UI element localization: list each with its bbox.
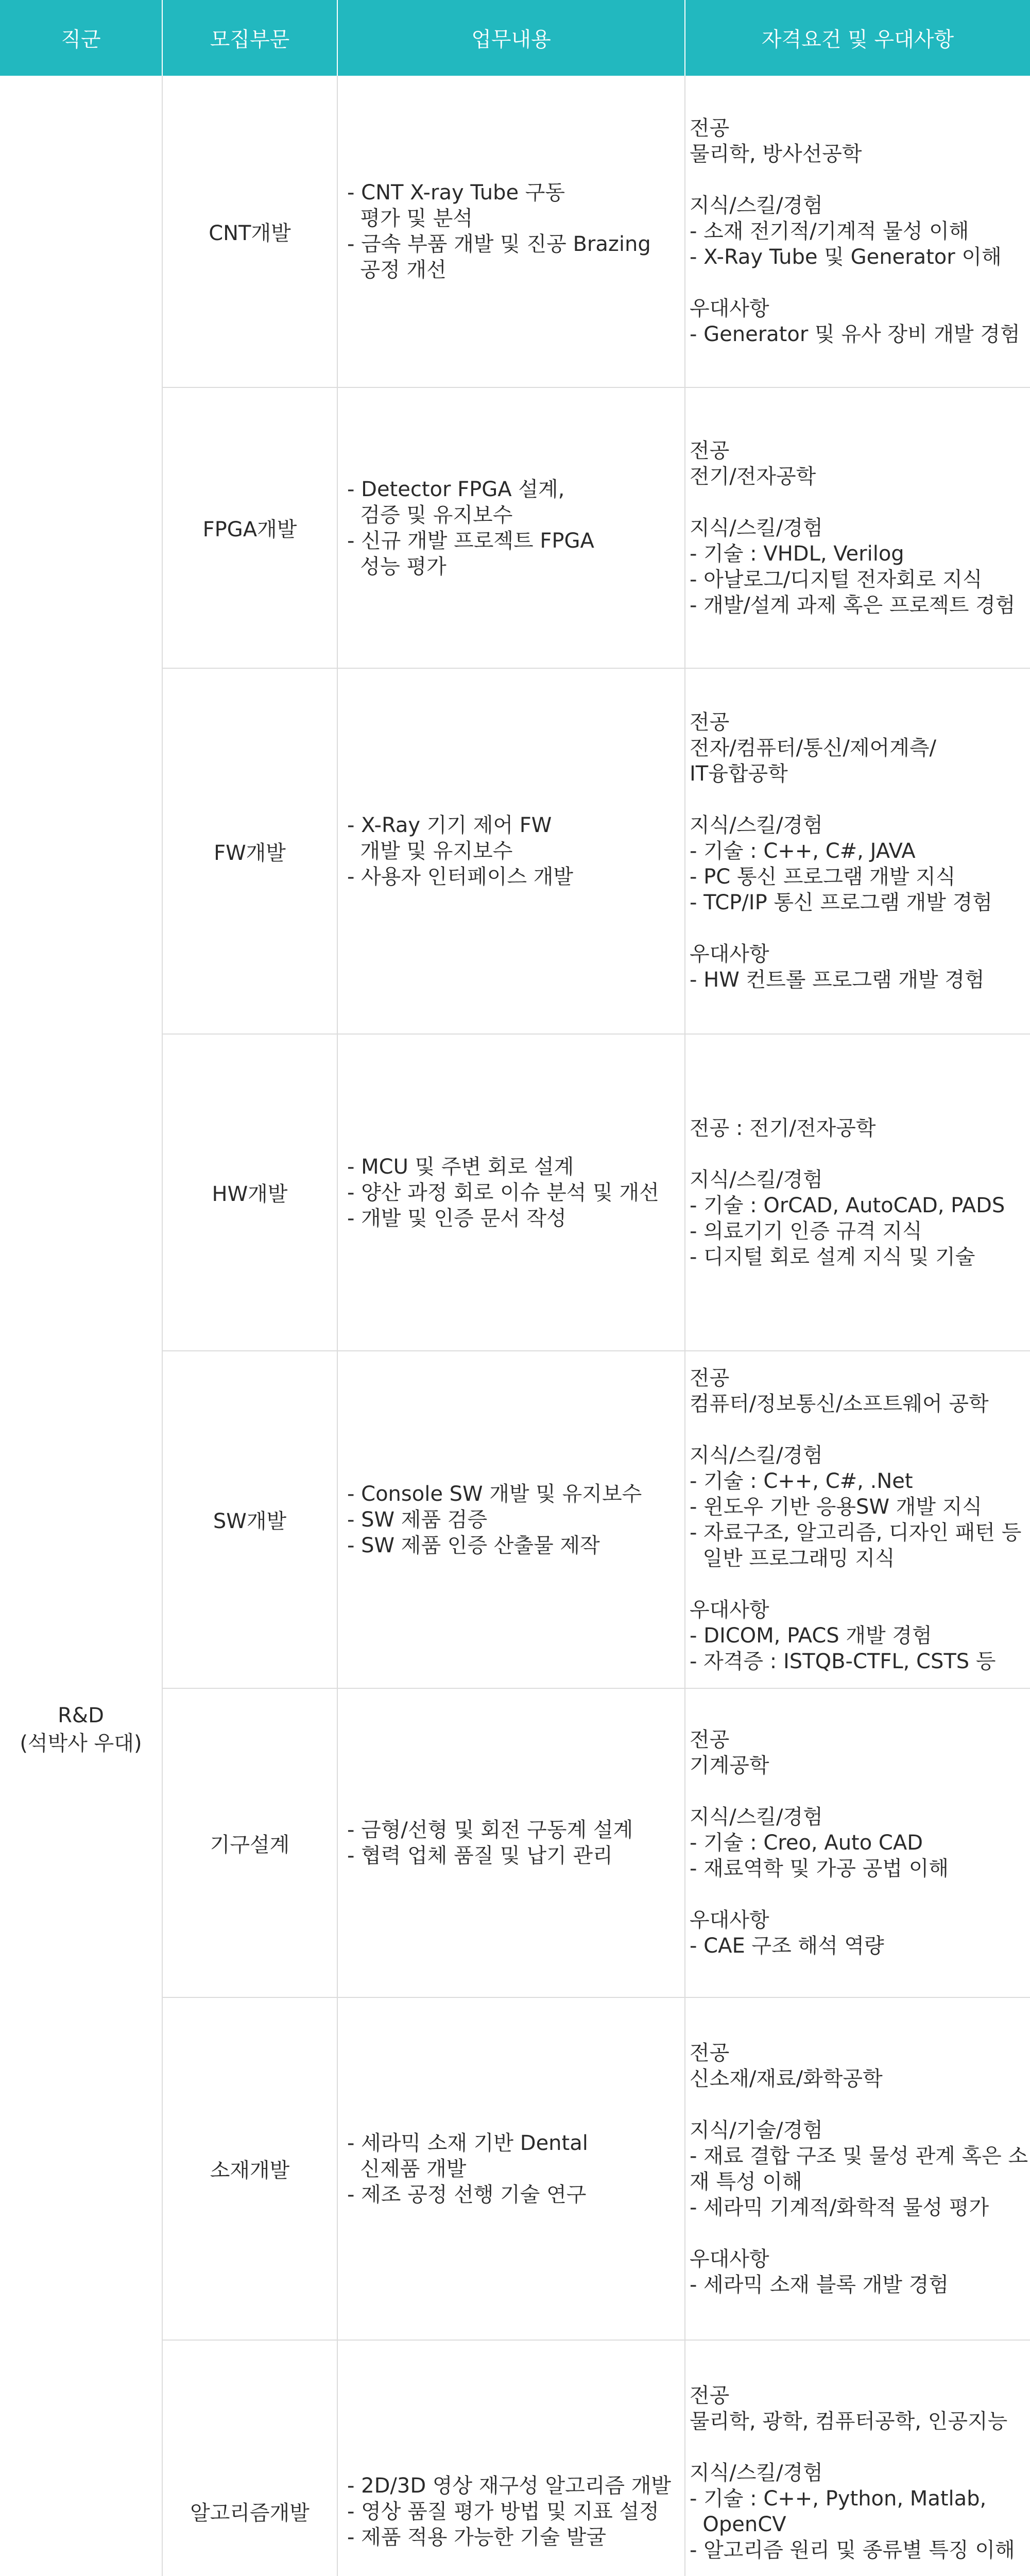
table-header-row [0, 0, 1030, 76]
qualification-line: - 소재 전기적/기계적 물성 이해 [690, 219, 969, 243]
qualification-line: - 자격증 : ISTQB-CTFL, CSTS 등 [690, 1649, 996, 1673]
duty-line: - X-Ray 기기 제어 FW [347, 814, 552, 837]
qualification-line: 물리학, 광학, 컴퓨터공학, 인공지능 [690, 2409, 1008, 2433]
duty-line: - 사용자 인터페이스 개발 [347, 865, 573, 889]
qualifications-cell [685, 1688, 1030, 1997]
qualifications-cell [685, 387, 1030, 668]
qualification-line: - 의료기기 인증 규격 지식 [690, 1219, 922, 1243]
qualification-line: 지식/스킬/경험 [690, 814, 823, 837]
qualification-line: - TCP/IP 통신 프로그램 개발 경험 [690, 891, 992, 914]
qualification-line: - 기술 : OrCAD, AutoCAD, PADS [690, 1193, 1005, 1217]
qualification-line: - 세라믹 소재 블록 개발 경험 [690, 2273, 949, 2297]
header-duties: 업무내용 [337, 0, 685, 76]
qualification-line: - DICOM, PACS 개발 경험 [690, 1623, 932, 1648]
department-name: FPGA개발 [162, 387, 337, 668]
duties-cell [337, 1688, 685, 1997]
header-qualifications: 자격요건 및 우대사항 [685, 0, 1030, 76]
qualification-line: - 기술 : C++, C#, .Net [690, 1469, 913, 1493]
duty-line: - SW 제품 인증 산출물 제작 [347, 1533, 600, 1557]
qualifications-cell [685, 1997, 1030, 2340]
spacer [690, 2221, 1027, 2246]
qualification-line: 컴퓨터/정보통신/소프트웨어 공학 [690, 1392, 989, 1416]
spacer [690, 2092, 1027, 2117]
table-row [0, 76, 1030, 387]
duty-line: 개발 및 유지보수 [347, 839, 513, 863]
duty-line: - 양산 과정 회로 이슈 분석 및 개선 [347, 1180, 659, 1205]
department-name: HW개발 [162, 1034, 337, 1351]
qualifications-cell [685, 2340, 1030, 2576]
qualification-line: OpenCV [690, 2512, 786, 2536]
qualification-line: 지식/스킬/경험 [690, 516, 823, 540]
qualification-line: 전공 [690, 2383, 730, 2408]
qualification-line: - 윈도우 기반 응용SW 개발 지식 [690, 1495, 982, 1519]
qualification-line: 전자/컴퓨터/통신/제어계측/ [690, 736, 936, 760]
qualification-line: - 알고리즘 원리 및 종류별 특징 이해 [690, 2538, 1015, 2562]
duty-line: 검증 및 유지보수 [347, 503, 513, 527]
qualification-line: 물리학, 방사선공학 [690, 142, 862, 166]
duties-cell [337, 2340, 685, 2576]
qualification-line: 지식/스킬/경험 [690, 1167, 823, 1192]
qualification-line: - Generator 및 유사 장비 개발 경험 [690, 323, 1020, 346]
qualification-line: 전공 : 전기/전자공학 [690, 1116, 876, 1140]
qualification-line: - CAE 구조 해석 역량 [690, 1934, 884, 1958]
duty-line: - 제조 공정 선행 기술 연구 [347, 2182, 587, 2207]
duty-line: 성능 평가 [347, 554, 447, 579]
duty-line: - 영상 품질 평가 방법 및 지표 설정 [347, 2499, 659, 2523]
duty-line: - 금형/선형 및 회전 구동계 설계 [347, 1818, 633, 1842]
qualification-line: 일반 프로그래밍 지식 [690, 1546, 895, 1570]
spacer [690, 167, 1027, 193]
spacer [690, 270, 1027, 296]
duty-line: - 신규 개발 프로젝트 FPGA [347, 529, 594, 553]
qualification-line: - 아날로그/디지털 전자회로 지식 [690, 567, 983, 591]
qualification-line: 재 특성 이해 [690, 2170, 802, 2194]
qualification-line: - 기술 : C++, Python, Matlab, [690, 2486, 987, 2511]
header-job-category: 직군 [0, 0, 162, 76]
qualifications-cell [685, 1034, 1030, 1351]
duty-line: 신제품 개발 [347, 2157, 467, 2181]
qualification-line: 전공 [690, 438, 730, 463]
spacer [690, 1141, 1027, 1167]
qualification-line: 우대사항 [690, 1598, 769, 1622]
qualification-line: 지식/스킬/경험 [690, 1443, 823, 1467]
duty-line: - 세라믹 소재 기반 Dental [347, 2131, 588, 2155]
qualification-line: - 기술 : Creo, Auto CAD [690, 1831, 923, 1855]
qualification-line: - 재료 결합 구조 및 물성 관계 혹은 소 [690, 2144, 1028, 2168]
duty-line: - 금속 부품 개발 및 진공 Brazing [347, 232, 651, 256]
duty-line: - 2D/3D 영상 재구성 알고리즘 개발 [347, 2473, 672, 2498]
qualification-line: 우대사항 [690, 2247, 769, 2271]
duty-line: - MCU 및 주변 회로 설계 [347, 1155, 574, 1179]
spacer [690, 1882, 1027, 1907]
qualification-line: 지식/기술/경험 [690, 2118, 823, 2142]
qualification-line: - 재료역학 및 가공 공법 이해 [690, 1857, 949, 1880]
duty-line: - Detector FPGA 설계, [347, 477, 565, 501]
duty-line: 평가 및 분석 [347, 207, 473, 230]
duty-line: - CNT X-ray Tube 구동 [347, 181, 565, 205]
duties-cell [337, 1034, 685, 1351]
spacer [690, 916, 1027, 941]
qualification-line: 전공 [690, 1728, 730, 1752]
duty-line: - Console SW 개발 및 유지보수 [347, 1482, 642, 1506]
department-name: 소재개발 [162, 1997, 337, 2340]
qualification-line: 전공 [690, 116, 730, 140]
table-body [0, 76, 1030, 2576]
duties-cell [337, 1351, 685, 1688]
department-name: SW개발 [162, 1351, 337, 1688]
job-category-cell [0, 76, 162, 2576]
spacer [690, 1571, 1027, 1597]
qualification-line: 전공 [690, 2041, 730, 2065]
qualification-line: - HW 컨트롤 프로그램 개발 경험 [690, 968, 985, 992]
duties-cell [337, 76, 685, 387]
qualifications-cell [685, 76, 1030, 387]
qualification-line: - 디지털 회로 설계 지식 및 기술 [690, 1245, 975, 1269]
job-category-note: (석박사 우대) [20, 1731, 142, 1755]
qualification-line: 우대사항 [690, 1908, 769, 1932]
qualification-line: - 개발/설계 과제 혹은 프로젝트 경험 [690, 593, 1016, 617]
duties-cell [337, 1997, 685, 2340]
qualifications-cell [685, 668, 1030, 1034]
qualification-line: 기계공학 [690, 1754, 769, 1777]
duties-cell [337, 387, 685, 668]
duty-line: - 제품 적용 가능한 기술 발굴 [347, 2525, 607, 2549]
qualification-line: 전공 [690, 1366, 730, 1390]
duty-line: 공정 개선 [347, 258, 447, 282]
qualification-line: 전공 [690, 710, 730, 734]
qualification-line: - 자료구조, 알고리즘, 디자인 패턴 등 [690, 1520, 1022, 1545]
spacer [690, 489, 1027, 515]
qualification-line: IT융합공학 [690, 762, 788, 786]
qualification-line: 지식/스킬/경험 [690, 1805, 823, 1829]
spacer [690, 2563, 1027, 2576]
qualification-line: 지식/스킬/경험 [690, 2461, 823, 2485]
qualification-line: 신소재/재료/화학공학 [690, 2066, 883, 2091]
qualification-line: - PC 통신 프로그램 개발 지식 [690, 865, 956, 889]
qualification-line: 우대사항 [690, 942, 769, 966]
spacer [690, 2434, 1027, 2460]
spacer [690, 787, 1027, 812]
duty-line: - 협력 업체 품질 및 납기 관리 [347, 1844, 613, 1868]
duty-line: - SW 제품 검증 [347, 1507, 488, 1532]
spacer [690, 1778, 1027, 1804]
department-name: FW개발 [162, 668, 337, 1034]
qualification-line: - X-Ray Tube 및 Generator 이해 [690, 245, 1002, 269]
qualification-line: - 기술 : C++, C#, JAVA [690, 839, 916, 863]
department-name: 알고리즘개발 [162, 2340, 337, 2576]
qualification-line: 지식/스킬/경험 [690, 194, 823, 217]
duties-cell [337, 668, 685, 1034]
department-name: 기구설계 [162, 1688, 337, 1997]
qualifications-cell [685, 1351, 1030, 1688]
header-department: 모집부문 [162, 0, 337, 76]
qualification-line: 우대사항 [690, 297, 769, 320]
qualification-line: - 기술 : VHDL, Verilog [690, 541, 904, 566]
qualification-line: - 세라믹 기계적/화학적 물성 평가 [690, 2195, 989, 2219]
qualification-line: 전기/전자공학 [690, 464, 816, 488]
duty-line: - 개발 및 인증 문서 작성 [347, 1206, 566, 1230]
spacer [690, 1417, 1027, 1443]
job-category-name: R&D [58, 1703, 104, 1727]
department-name: CNT개발 [162, 76, 337, 387]
